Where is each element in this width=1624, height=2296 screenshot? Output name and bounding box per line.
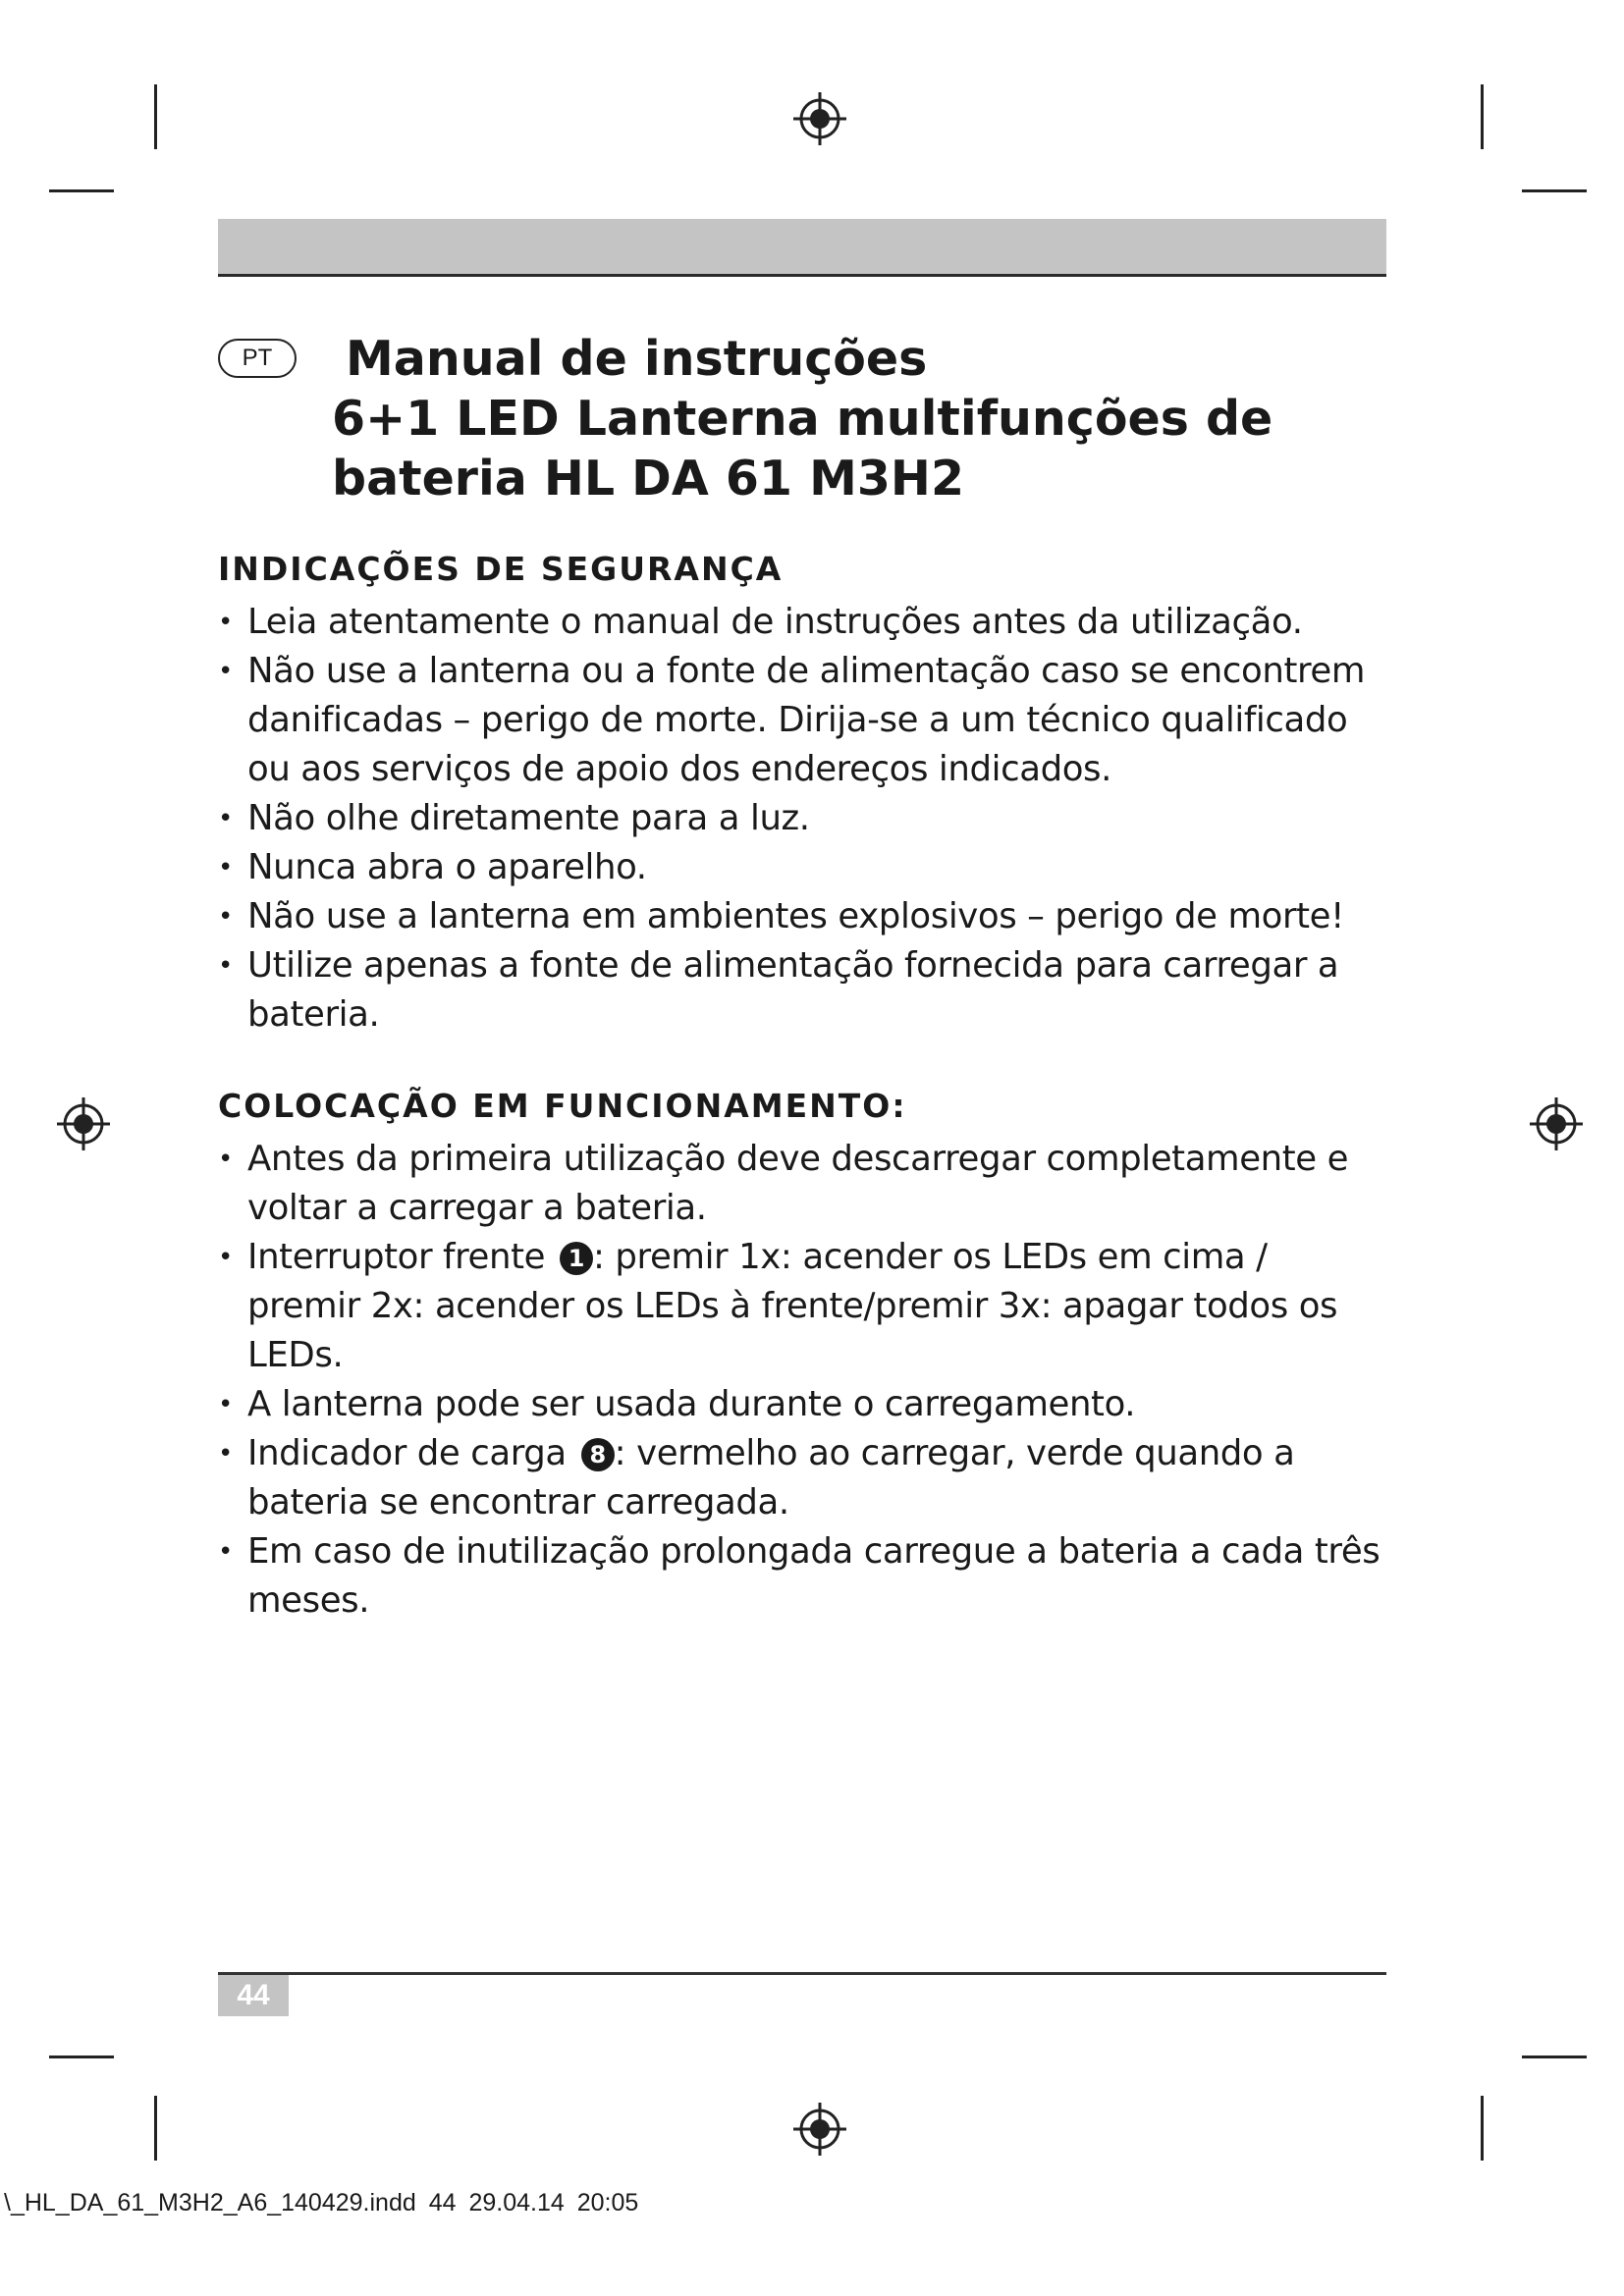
registration-mark-icon xyxy=(791,2101,848,2158)
registration-mark-icon xyxy=(791,90,848,147)
crop-mark xyxy=(49,2056,114,2058)
registration-mark-icon xyxy=(1528,1095,1585,1152)
crop-mark xyxy=(154,84,157,149)
operation-section xyxy=(218,1084,1386,1626)
operation-list xyxy=(218,1135,1386,1626)
language-badge: PT xyxy=(218,339,297,378)
item-text: : vermelho ao carregar, verde quando a bateria se encontrar carregada. xyxy=(247,1433,1295,1522)
list-item: • Leia atentamente o manual de instruções antes da utilização. xyxy=(218,598,1386,647)
safety-section xyxy=(218,547,1386,1040)
title-line: 6+1 LED Lanterna multifunções de xyxy=(332,391,1273,447)
item-text: : premir 1x: acender os LEDs em cima / premir 2x: acender os LEDs à frente/premir 3x: apagar todos os LEDs. xyxy=(247,1237,1338,1375)
section-heading: COLOCAÇÃO EM FUNCIONAMENTO: xyxy=(218,1087,907,1125)
footer-rule xyxy=(218,1972,1386,1975)
header-bar xyxy=(218,219,1386,277)
registration-mark-icon xyxy=(55,1095,112,1152)
list-item: • Nunca abra o aparelho. xyxy=(218,843,1386,892)
list-item: • Antes da primeira utilização deve descarregar completamente e voltar a carregar a bateria. xyxy=(218,1135,1386,1233)
crop-mark xyxy=(1481,84,1484,149)
item-text: Interruptor frente xyxy=(247,1237,546,1277)
item-text: Indicador de carga xyxy=(247,1433,567,1473)
crop-mark xyxy=(1522,189,1587,192)
section-heading: INDICAÇÕES DE SEGURANÇA xyxy=(218,550,784,588)
crop-mark xyxy=(1522,2056,1587,2058)
page-number: 44 xyxy=(218,1975,289,2016)
safety-list xyxy=(218,598,1386,1040)
list-item: • Em caso de inutilização prolongada carregue a bateria a cada três meses. xyxy=(218,1527,1386,1626)
marker-1-icon: 1 xyxy=(560,1242,593,1275)
crop-mark xyxy=(154,2096,157,2161)
list-item: • Não olhe diretamente para a luz. xyxy=(218,794,1386,843)
crop-mark xyxy=(1481,2096,1484,2161)
marker-8-icon: 8 xyxy=(581,1438,615,1471)
list-item: • Utilize apenas a fonte de alimentação fornecida para carregar a bateria. xyxy=(218,941,1386,1040)
print-slug: \_HL_DA_61_M3H2_A6_140429.indd 44 29.04.14 20:05 xyxy=(4,2189,639,2216)
list-item: • Não use a lanterna em ambientes explosivos – perigo de morte! xyxy=(218,892,1386,941)
list-item: • Não use a lanterna ou a fonte de alimentação caso se encontrem danificadas – perigo de morte. Dirija-se a um técnico qualificado ou aos serviços de apoio dos endereços indicados. xyxy=(218,647,1386,794)
document-title xyxy=(218,329,1386,508)
crop-mark xyxy=(49,189,114,192)
title-line: bateria HL DA 61 M3H2 xyxy=(332,451,965,507)
list-item: • A lanterna pode ser usada durante o carregamento. xyxy=(218,1380,1386,1429)
list-item xyxy=(218,1233,1386,1380)
title-line: Manual de instruções xyxy=(346,331,928,387)
list-item xyxy=(218,1429,1386,1527)
